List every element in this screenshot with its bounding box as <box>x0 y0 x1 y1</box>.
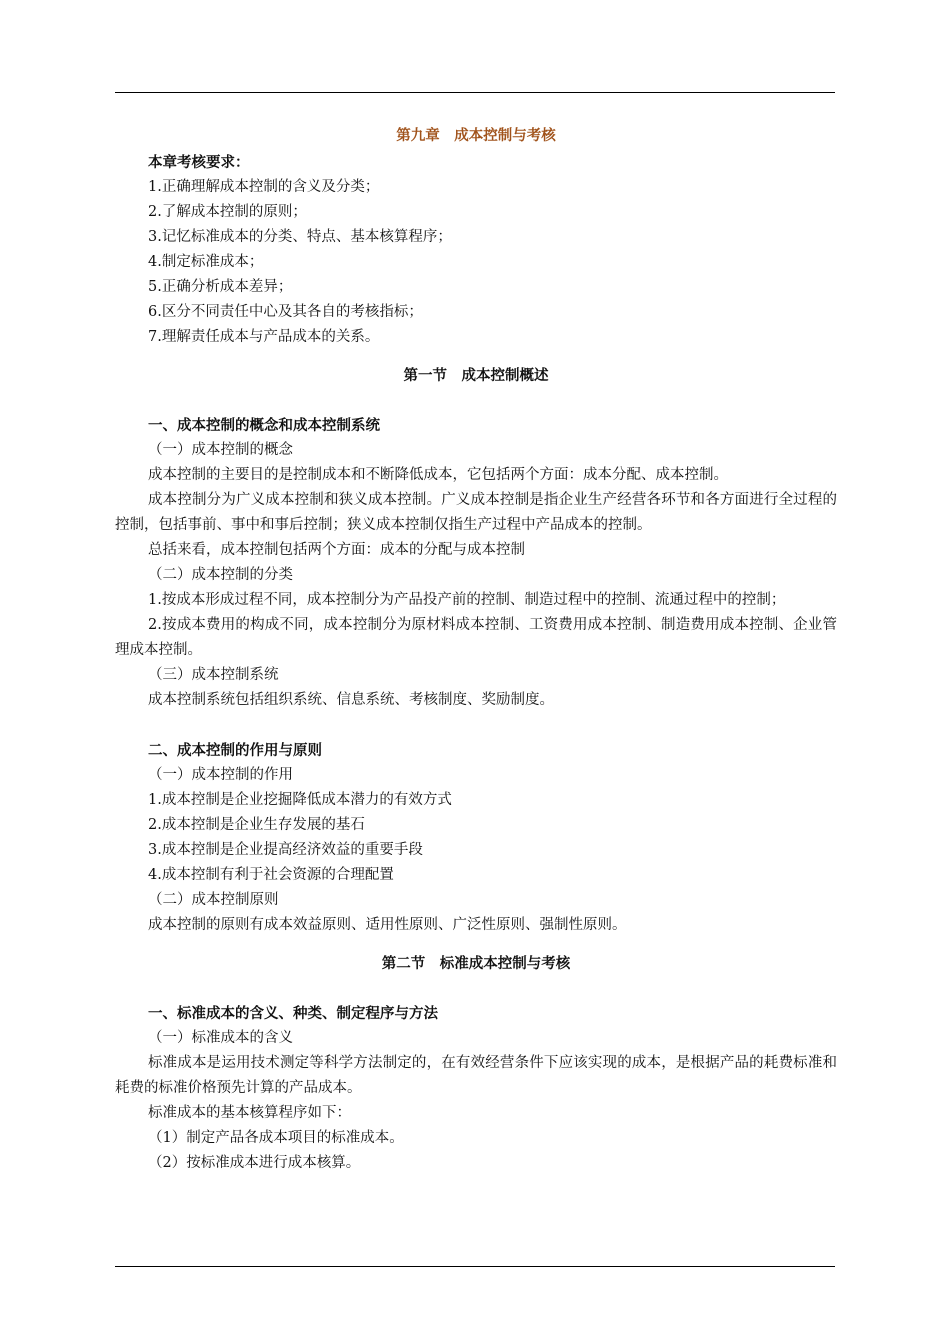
subheading: （一）成本控制的作用 <box>148 767 293 783</box>
requirement-item: 7.理解责任成本与产品成本的关系。 <box>148 329 380 345</box>
paragraph: 总括来看，成本控制包括两个方面：成本的分配与成本控制 <box>148 542 525 558</box>
paragraph: 成本控制的主要目的是控制成本和不断降低成本，它包括两个方面：成本分配、成本控制。 <box>148 467 728 483</box>
part-heading: 一、标准成本的含义、种类、制定程序与方法 <box>148 1005 438 1022</box>
requirement-item: 1.正确理解成本控制的含义及分类； <box>148 179 380 195</box>
document-body <box>115 120 837 1176</box>
subheading: （一）成本控制的概念 <box>148 442 293 458</box>
paragraph: 1.按成本形成过程不同，成本控制分为产品投产前的控制、制造过程中的控制、流通过程中的控制； <box>148 592 786 608</box>
list-item: 4.成本控制有利于社会资源的合理配置 <box>148 867 394 883</box>
requirement-item: 6.区分不同责任中心及其各自的考核指标； <box>148 304 423 320</box>
subheading: （三）成本控制系统 <box>148 667 279 683</box>
header-rule <box>115 92 835 93</box>
list-item: 2.成本控制是企业生存发展的基石 <box>148 817 365 833</box>
list-item: 3.成本控制是企业提高经济效益的重要手段 <box>148 842 423 858</box>
part-heading: 二、成本控制的作用与原则 <box>148 742 322 759</box>
subheading: （二）成本控制原则 <box>148 892 279 908</box>
paragraph: 2.按成本费用的构成不同，成本控制分为原材料成本控制、工资费用成本控制、制造费用成本控制、企业管理成本控制。 <box>115 617 837 658</box>
section-title: 第一节 成本控制概述 <box>403 367 549 384</box>
paragraph: 成本控制的原则有成本效益原则、适用性原则、广泛性原则、强制性原则。 <box>148 917 627 933</box>
requirements-heading: 本章考核要求： <box>148 154 250 171</box>
list-item: （2）按标准成本进行成本核算。 <box>148 1155 361 1171</box>
paragraph: 标准成本是运用技术测定等科学方法制定的，在有效经营条件下应该实现的成本，是根据产品的耗费标准和耗费的标准价格预先计算的产品成本。 <box>115 1055 837 1096</box>
subheading: （二）成本控制的分类 <box>148 567 293 583</box>
subheading: （一）标准成本的含义 <box>148 1030 293 1046</box>
footer-rule <box>115 1266 835 1267</box>
part-heading: 一、成本控制的概念和成本控制系统 <box>148 417 380 434</box>
paragraph: 成本控制分为广义成本控制和狭义成本控制。广义成本控制是指企业生产经营各环节和各方面进行全过程的控制，包括事前、事中和事后控制；狭义成本控制仅指生产过程中产品成本的控制。 <box>115 492 837 533</box>
list-item: 1.成本控制是企业挖掘降低成本潜力的有效方式 <box>148 792 452 808</box>
requirement-item: 3.记忆标准成本的分类、特点、基本核算程序； <box>148 229 452 245</box>
requirement-item: 4.制定标准成本； <box>148 254 264 270</box>
section-title: 第二节 标准成本控制与考核 <box>381 955 571 972</box>
list-item: （1）制定产品各成本项目的标准成本。 <box>148 1130 404 1146</box>
requirement-item: 2.了解成本控制的原则； <box>148 204 307 220</box>
paragraph: 成本控制系统包括组织系统、信息系统、考核制度、奖励制度。 <box>148 692 554 708</box>
chapter-title: 第九章 成本控制与考核 <box>396 127 556 144</box>
requirement-item: 5.正确分析成本差异； <box>148 279 293 295</box>
paragraph: 标准成本的基本核算程序如下： <box>148 1105 351 1121</box>
